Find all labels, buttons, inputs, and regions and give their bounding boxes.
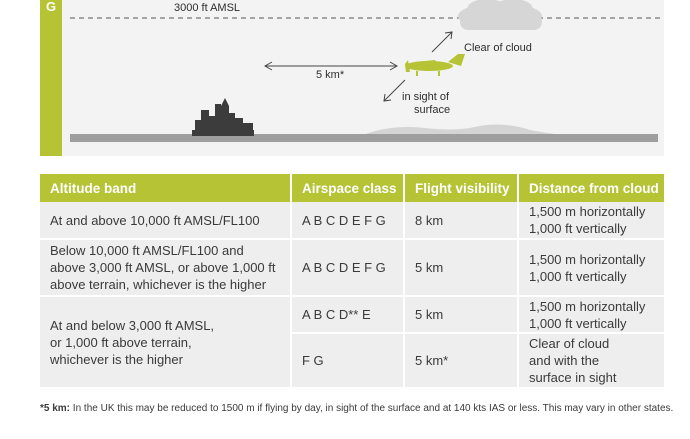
clear-of-cloud-label: Clear of cloud [464, 42, 532, 54]
flight-visibility-cell: 8 km [404, 202, 518, 239]
distance-from-cloud-cell: Clear of cloud and with the surface in sight [518, 333, 664, 388]
flight-visibility-cell: 5 km* [404, 333, 518, 388]
header-altitude-band: Altitude band [40, 174, 291, 202]
header-distance-from-cloud: Distance from cloud [518, 174, 664, 202]
table-header-row [40, 174, 664, 202]
altitude-band-cell: Below 10,000 ft AMSL/FL100 and above 3,000 ft AMSL, or above 1,000 ft above terrain, whichever is the higher [40, 239, 291, 296]
surface-label-line1: in sight of [402, 91, 450, 103]
altitude-band-cell: At and below 3,000 ft AMSL, or 1,000 ft above terrain, whichever is the higher [40, 296, 291, 388]
flight-visibility-cell: 5 km [404, 296, 518, 333]
aircraft-icon [405, 54, 465, 76]
airspace-class-cell: F G [291, 333, 404, 388]
altitude-label: 3000 ft AMSL [174, 2, 241, 14]
airspace-class-cell: A B C D E F G [291, 202, 404, 239]
vfr-minima-table [40, 174, 664, 389]
table-row [40, 202, 664, 239]
table-row [40, 296, 664, 333]
footnote-text: In the UK this may be reduced to 1500 m if flying by day, in sight of the surface and at 140 kts IAS or less. This may vary in other states. [70, 403, 674, 414]
airspace-class-letter: G [45, 0, 57, 14]
header-airspace-class: Airspace class [291, 174, 404, 202]
ground-strip [70, 134, 658, 142]
airspace-class-cell: A B C D** E [291, 296, 404, 333]
distance-from-cloud-cell: 1,500 m horizontally 1,000 ft vertically [518, 296, 664, 333]
distance-from-cloud-cell: 1,500 m horizontally 1,000 ft vertically [518, 239, 664, 296]
visibility-label: 5 km* [316, 69, 345, 81]
cloud-arrow [432, 32, 452, 52]
altitude-band-cell: At and above 10,000 ft AMSL/FL100 [40, 202, 291, 239]
city-skyline-icon [192, 98, 254, 136]
flight-visibility-cell: 5 km [404, 239, 518, 296]
airspace-class-cell: A B C D E F G [291, 239, 404, 296]
distance-from-cloud-cell: 1,500 m horizontally 1,000 ft vertically [518, 202, 664, 239]
footnote-label: *5 km: [40, 403, 71, 414]
surface-label-line2: surface [414, 104, 451, 116]
vfr-diagram [40, 0, 664, 156]
header-flight-visibility: Flight visibility [404, 174, 518, 202]
table-row [40, 239, 664, 296]
diagram-scene [40, 0, 664, 156]
footnote [40, 402, 680, 415]
cloud-icon [458, 0, 542, 30]
